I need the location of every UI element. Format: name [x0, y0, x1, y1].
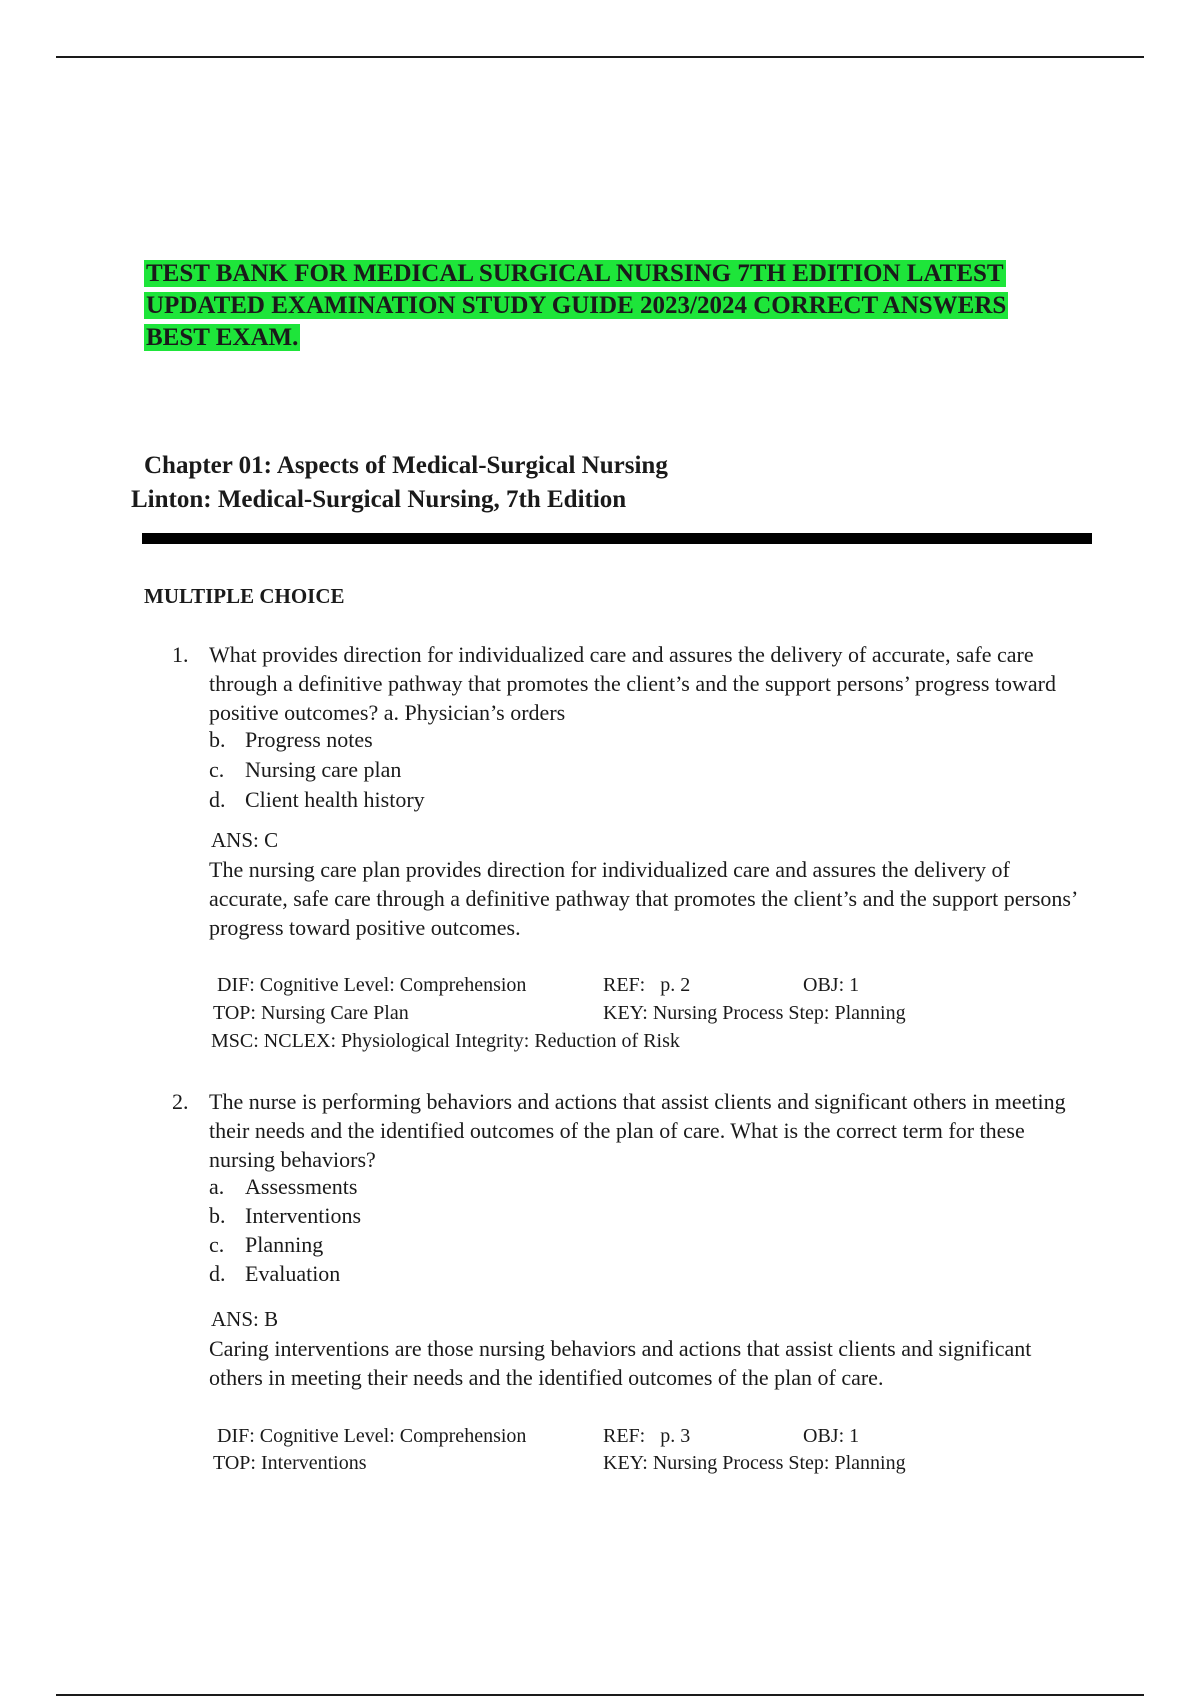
- rationale: The nursing care plan provides direction for individualized care and assures the delivery of accurate, safe care through a definitive pathway that promotes the client’s and the support persons’ progress toward positive outcomes.: [209, 857, 1077, 940]
- meta-dif: DIF: Cognitive Level: Comprehension: [217, 974, 527, 996]
- option-letter: a.: [209, 1174, 225, 1199]
- meta-msc: MSC: NCLEX: Physiological Integrity: Reduction of Risk: [211, 1030, 680, 1052]
- option-letter: d.: [209, 1261, 226, 1286]
- option-text: Assessments: [245, 1174, 358, 1199]
- meta-obj: OBJ: 1: [803, 1425, 860, 1447]
- meta-dif: DIF: Cognitive Level: Comprehension: [217, 1425, 527, 1447]
- option-text: Client health history: [245, 787, 425, 812]
- answer-option: [0, 757, 900, 787]
- option-letter: c.: [209, 757, 225, 782]
- question-number: 1.: [172, 642, 189, 667]
- chapter-title: Chapter 01: Aspects of Medical-Surgical Nursing: [144, 452, 668, 479]
- meta-key: KEY: Nursing Process Step: Planning: [603, 1002, 906, 1024]
- meta-ref: REF: p. 2: [603, 974, 691, 996]
- rationale: Caring interventions are those nursing behaviors and actions that assist clients and significant others in meeting their needs and the identified outcomes of the plan of care.: [209, 1336, 1032, 1390]
- option-text: Evaluation: [245, 1261, 341, 1286]
- answer-option: [0, 727, 900, 757]
- answer-key: ANS: B: [211, 1307, 279, 1331]
- option-text: Nursing care plan: [245, 757, 402, 782]
- answer-option: [0, 787, 900, 817]
- meta-top: TOP: Nursing Care Plan: [213, 1002, 409, 1024]
- answer-key: ANS: C: [211, 828, 279, 852]
- option-letter: b.: [209, 1203, 226, 1228]
- document-title-text: TEST BANK FOR MEDICAL SURGICAL NURSING 7TH EDITION LATEST UPDATED EXAMINATION STUDY GUIDE 2023/2024 CORRECT ANSWERS BEST EXAM.: [146, 260, 1007, 351]
- question-stem: What provides direction for individualized care and assures the delivery of accurate, safe care through a definitive pathway that promotes the client’s and the support persons’ progress toward positive outcomes? a. Physician’s orders: [209, 642, 1056, 725]
- question-stem: The nurse is performing behaviors and actions that assist clients and significant others in meeting their needs and the identified outcomes of the plan of care. What is the correct term for these nursing behaviors?: [209, 1089, 1066, 1172]
- book-title: Linton: Medical-Surgical Nursing, 7th Edition: [131, 486, 627, 513]
- meta-obj: OBJ: 1: [803, 974, 860, 996]
- option-text: Progress notes: [245, 727, 373, 752]
- bottom-rule: [56, 1694, 1144, 1696]
- section-heading: MULTIPLE CHOICE: [144, 584, 345, 608]
- meta-key: KEY: Nursing Process Step: Planning: [603, 1452, 906, 1474]
- answer-option: [0, 1174, 900, 1204]
- answer-option: [0, 1232, 900, 1262]
- meta-ref: REF: p. 3: [603, 1425, 691, 1447]
- option-text: Interventions: [245, 1203, 362, 1228]
- heading-divider: [142, 533, 1092, 544]
- option-letter: c.: [209, 1232, 225, 1257]
- question-number: 2.: [172, 1089, 189, 1114]
- option-letter: d.: [209, 787, 226, 812]
- answer-option: [0, 1203, 900, 1233]
- meta-top: TOP: Interventions: [213, 1452, 367, 1474]
- option-text: Planning: [245, 1232, 324, 1257]
- document-title: [144, 258, 1044, 354]
- answer-option: [0, 1261, 900, 1291]
- option-letter: b.: [209, 727, 226, 752]
- top-rule: [56, 56, 1144, 58]
